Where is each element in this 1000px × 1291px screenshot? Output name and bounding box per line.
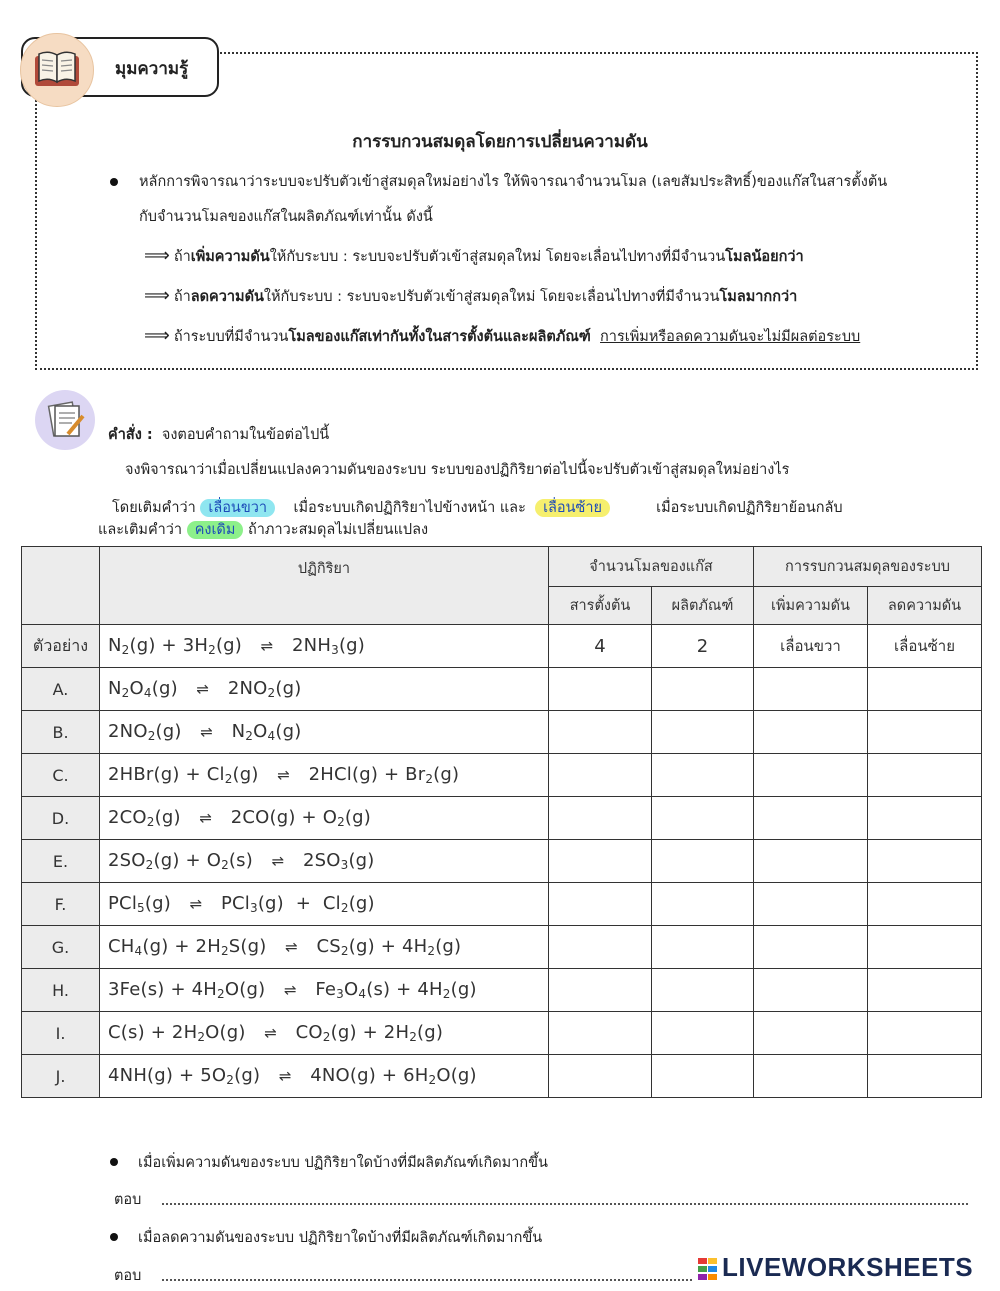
answer-cell-reactants[interactable]: [549, 1055, 652, 1098]
equilibrium-arrow-icon: ⇌: [260, 637, 274, 655]
word-left-highlight: เลื่อนซ้าย: [535, 499, 610, 517]
row-label: E.: [22, 840, 100, 883]
reaction-table: [21, 546, 982, 1098]
table-row: [22, 840, 982, 883]
liveworksheets-logo-icon: [698, 1258, 718, 1280]
answer-cell-decrease[interactable]: [868, 754, 982, 797]
answer-cell-products[interactable]: [652, 840, 754, 883]
answer-cell-increase[interactable]: [754, 711, 868, 754]
table-row: [22, 797, 982, 840]
table-row: [22, 754, 982, 797]
answer-cell-decrease[interactable]: [868, 926, 982, 969]
equilibrium-arrow-icon: ⇌: [189, 895, 203, 913]
row-label: G.: [22, 926, 100, 969]
answer-input-1[interactable]: [162, 1203, 968, 1205]
bullet-icon: [110, 178, 118, 186]
word-right-highlight: เลื่อนขวา: [200, 499, 275, 517]
reaction-formula: $C(s) + 2H_2O(g)$ ⇌ $CO_2(g) + 2H_2(g)$: [100, 1012, 549, 1055]
reaction-formula: $2SO_2(g) + O_2(s)$ ⇌ $2SO_3(g)$: [100, 840, 549, 883]
table-row: [22, 969, 982, 1012]
answer-cell-increase[interactable]: [754, 840, 868, 883]
instruction-line-4: และเติมคำว่า คงเดิม ถ้าภาวะสมดุลไม่เปลี่ยนแปลง: [98, 522, 429, 538]
header-moles: จำนวนโมลของแก๊ส: [549, 547, 754, 587]
principle-line-1: หลักการพิจารณาว่าระบบจะปรับตัวเข้าสู่สมดุลใหม่อย่างไร ให้พิจารณาจำนวนโมล (เลขสัมประสิทธิ์)ของแก๊สในสารตั้งต้น: [139, 174, 888, 190]
row-label: B.: [22, 711, 100, 754]
answer-cell-decrease[interactable]: [868, 840, 982, 883]
reaction-formula: $N_2O_4(g)$ ⇌ $2NO_2(g)$: [100, 668, 549, 711]
rule-equal-moles: ⟹ ถ้าระบบที่มีจำนวนโมลของแก๊สเท่ากันทั้งในสารตั้งต้นและผลิตภัณฑ์ การเพิ่มหรือลดความดันจะไม่มีผลต่อระบบ: [144, 325, 861, 346]
answer-label: ตอบ: [114, 1192, 142, 1208]
equilibrium-arrow-icon: ⇌: [196, 680, 210, 698]
instruction-line-1: คำสั่ง : จงตอบคำถามในข้อต่อไปนี้: [108, 427, 330, 443]
answer-input-2[interactable]: [162, 1279, 692, 1281]
equilibrium-arrow-icon: ⇌: [278, 1067, 292, 1085]
reaction-formula: $2NO_2(g)$ ⇌ $N_2O_4(g)$: [100, 711, 549, 754]
example-reactant-moles: 4: [549, 625, 652, 668]
header-decrease: ลดความดัน: [868, 587, 982, 625]
answer-cell-decrease[interactable]: [868, 883, 982, 926]
answer-cell-decrease[interactable]: [868, 797, 982, 840]
reaction-formula: $CH_4(g) + 2H_2S(g)$ ⇌ $CS_2(g) + 4H_2(g)$: [100, 926, 549, 969]
answer-cell-decrease[interactable]: [868, 668, 982, 711]
answer-cell-products[interactable]: [652, 1012, 754, 1055]
double-arrow-icon: ⟹: [144, 285, 170, 306]
reaction-formula: PCl$_5$(g) ⇌ $PCl_3(g) + Cl_2(g)$: [100, 883, 549, 926]
answer-cell-reactants[interactable]: [549, 883, 652, 926]
answer-cell-products[interactable]: [652, 711, 754, 754]
answer-cell-reactants[interactable]: [549, 754, 652, 797]
answer-cell-increase[interactable]: [754, 1012, 868, 1055]
instruction-line-3: โดยเติมคำว่า เลื่อนขวา เมื่อระบบเกิดปฏิกิริยาไปข้างหน้า และ เลื่อนซ้าย เมื่อระบบเกิดปฏิกิริยาย้อนกลับ: [112, 500, 843, 516]
reaction-formula: $2CO_2(g)$ ⇌ $2CO(g) + O_2(g)$: [100, 797, 549, 840]
equilibrium-arrow-icon: ⇌: [200, 723, 213, 741]
answer-cell-increase[interactable]: [754, 969, 868, 1012]
equilibrium-arrow-icon: ⇌: [199, 809, 213, 827]
equilibrium-arrow-icon: ⇌: [271, 852, 285, 870]
row-label: D.: [22, 797, 100, 840]
answer-cell-increase[interactable]: [754, 1055, 868, 1098]
answer-label: ตอบ: [114, 1268, 142, 1284]
example-decrease-answer: เลื่อนซ้าย: [868, 625, 982, 668]
answer-cell-increase[interactable]: [754, 926, 868, 969]
liveworksheets-logo: LIVEWORKSHEETS: [722, 1252, 974, 1282]
answer-cell-decrease[interactable]: [868, 711, 982, 754]
question-increase-pressure: เมื่อเพิ่มความดันของระบบ ปฏิกิริยาใดบ้างที่มีผลิตภัณฑ์เกิดมากขึ้น: [138, 1155, 548, 1171]
table-row: [22, 1055, 982, 1098]
equilibrium-arrow-icon: ⇌: [264, 1024, 277, 1042]
answer-cell-increase[interactable]: [754, 883, 868, 926]
answer-cell-increase[interactable]: [754, 797, 868, 840]
header-blank: [22, 547, 100, 625]
header-products: ผลิตภัณฑ์: [652, 587, 754, 625]
row-label: I.: [22, 1012, 100, 1055]
answer-cell-products[interactable]: [652, 883, 754, 926]
principle-line-2: กับจำนวนโมลของแก๊สในผลิตภัณฑ์เท่านั้น ดังนี้: [139, 209, 433, 225]
row-label: ตัวอย่าง: [22, 625, 100, 668]
answer-cell-reactants[interactable]: [549, 969, 652, 1012]
answer-cell-reactants[interactable]: [549, 668, 652, 711]
header-reaction: ปฏิกิริยา: [100, 547, 549, 625]
knowledge-heading: การรบกวนสมดุลโดยการเปลี่ยนความดัน: [352, 132, 648, 152]
answer-cell-reactants[interactable]: [549, 840, 652, 883]
header-reactants: สารตั้งต้น: [549, 587, 652, 625]
header-disturb: การรบกวนสมดุลของระบบ: [754, 547, 982, 587]
answer-cell-decrease[interactable]: [868, 1055, 982, 1098]
table-row: [22, 1012, 982, 1055]
equilibrium-arrow-icon: ⇌: [285, 938, 298, 956]
answer-cell-products[interactable]: [652, 969, 754, 1012]
book-icon: [20, 33, 94, 107]
word-same-highlight: คงเดิม: [187, 521, 244, 539]
reaction-formula: $4NH(g) + 5O_2(g)$ ⇌ $4NO(g) + 6H_2O(g)$: [100, 1055, 549, 1098]
row-label: A.: [22, 668, 100, 711]
header-increase: เพิ่มความดัน: [754, 587, 868, 625]
table-row: [22, 668, 982, 711]
bullet-icon: [110, 1158, 118, 1166]
double-arrow-icon: ⟹: [144, 245, 170, 266]
table-row: [22, 883, 982, 926]
badge-title: มุมความรู้: [115, 59, 189, 79]
answer-cell-reactants[interactable]: [549, 926, 652, 969]
answer-cell-reactants[interactable]: [549, 1012, 652, 1055]
instruction-line-2: จงพิจารณาว่าเมื่อเปลี่ยนแปลงความดันของระบบ ระบบของปฏิกิริยาต่อไปนี้จะปรับตัวเข้าสู่สมดุลใหม่อย่างไร: [125, 462, 790, 478]
answer-cell-products[interactable]: [652, 926, 754, 969]
example-product-moles: 2: [652, 625, 754, 668]
equilibrium-arrow-icon: ⇌: [277, 766, 291, 784]
answer-cell-increase[interactable]: [754, 754, 868, 797]
answer-cell-products[interactable]: [652, 668, 754, 711]
answer-cell-products[interactable]: [652, 797, 754, 840]
rule-decrease-pressure: ⟹ ถ้าลดความดันให้กับระบบ : ระบบจะปรับตัวเข้าสู่สมดุลใหม่ โดยจะเลื่อนไปทางที่มีจำนวนโมลมากกว่า: [144, 285, 798, 306]
table-row: [22, 711, 982, 754]
example-increase-answer: เลื่อนขวา: [754, 625, 868, 668]
reaction-formula: $N_2(g) + 3H_2(g)$ ⇌ $2NH_3(g)$: [100, 625, 549, 668]
answer-cell-reactants[interactable]: [549, 711, 652, 754]
answer-cell-increase[interactable]: [754, 668, 868, 711]
knowledge-badge: [21, 37, 219, 97]
reaction-formula: $3Fe(s) + 4H_2O(g)$ ⇌ $Fe_3O_4(s) + 4H_2(g)$: [100, 969, 549, 1012]
table-row: [22, 926, 982, 969]
row-label: C.: [22, 754, 100, 797]
rule-increase-pressure: ⟹ ถ้าเพิ่มความดันให้กับระบบ : ระบบจะปรับตัวเข้าสู่สมดุลใหม่ โดยจะเลื่อนไปทางที่มีจำนวนโมลน้อยกว่า: [144, 245, 804, 266]
answer-cell-reactants[interactable]: [549, 797, 652, 840]
double-arrow-icon: ⟹: [144, 325, 170, 346]
answer-cell-decrease[interactable]: [868, 1012, 982, 1055]
row-label: J.: [22, 1055, 100, 1098]
equilibrium-arrow-icon: ⇌: [283, 981, 297, 999]
row-label: H.: [22, 969, 100, 1012]
row-label: F.: [22, 883, 100, 926]
bullet-icon: [110, 1233, 118, 1241]
answer-cell-products[interactable]: [652, 754, 754, 797]
worksheet-icon: [35, 390, 95, 450]
question-decrease-pressure: เมื่อลดความดันของระบบ ปฏิกิริยาใดบ้างที่มีผลิตภัณฑ์เกิดมากขึ้น: [138, 1230, 543, 1246]
reaction-formula: $2HBr(g) + Cl_2(g)$ ⇌ $2HCl(g) + Br_2(g)$: [100, 754, 549, 797]
answer-cell-decrease[interactable]: [868, 969, 982, 1012]
answer-cell-products[interactable]: [652, 1055, 754, 1098]
table-row-example: [22, 625, 982, 668]
